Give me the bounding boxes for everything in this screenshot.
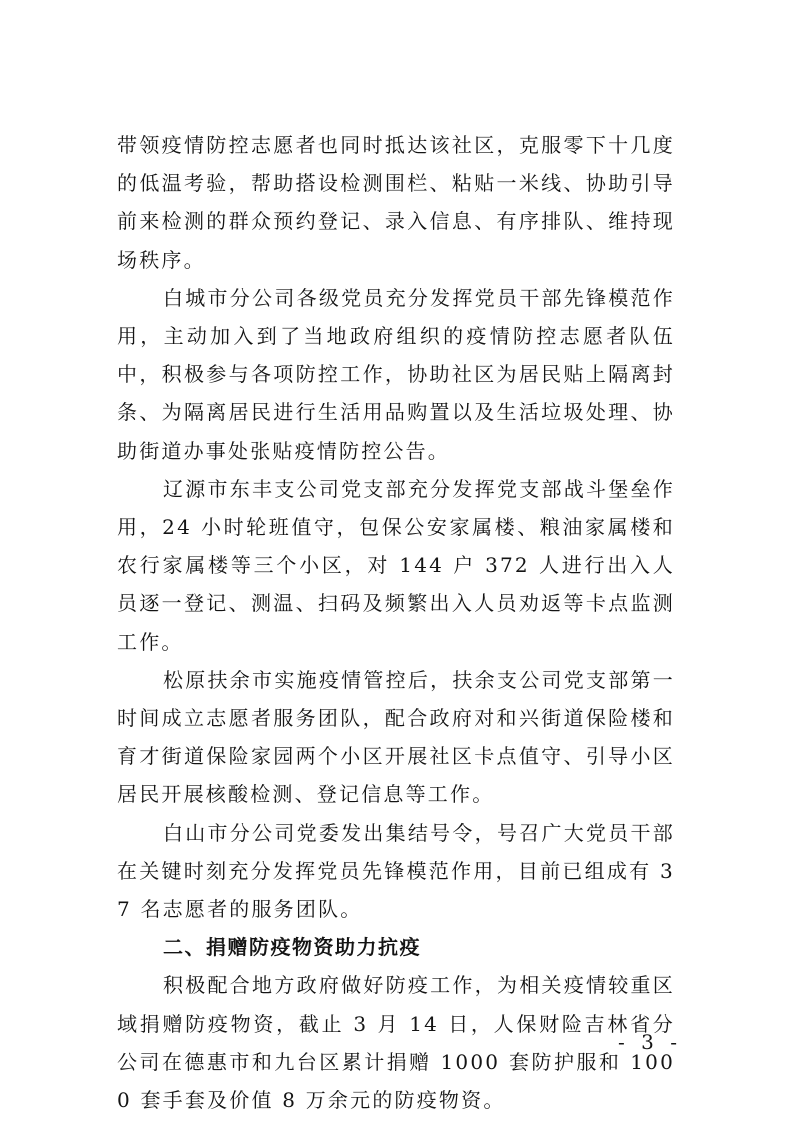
paragraph-continuation: 带领疫情防控志愿者也同时抵达该社区，克服零下十几度的低温考验，帮助搭设检测围栏、粘贴一米线、协助引导前来检测的群众预约登记、录入信息、有序排队、维持现场秩序。 [117, 133, 675, 272]
page-number: - 3 - [618, 1030, 682, 1054]
document-body [117, 126, 675, 1119]
paragraph-donation: 积极配合地方政府做好防疫工作，为相关疫情较重区域捐赠防疫物资，截止 3 月 14 日，人保财险吉林省分公司在德惠市和九台区累计捐赠 1000 套防护服和 1000 套手套及价值 8 万余元的防疫物资。 [117, 973, 675, 1113]
paragraph-baishan: 白山市分公司党委发出集结号令，号召广大党员干部在关键时刻充分发挥党员先锋模范作用，目前已组成有 37 名志愿者的服务团队。 [117, 820, 675, 922]
paragraph-songyuan: 松原扶余市实施疫情管控后，扶余支公司党支部第一时间成立志愿者服务团队，配合政府对和兴街道保险楼和育才街道保险家园两个小区开展社区卡点值守、引导小区居民开展核酸检测、登记信息等工作。 [117, 667, 675, 807]
section-heading: 二、捐赠防疫物资助力抗疫 [163, 935, 421, 960]
paragraph-liaoyuan: 辽源市东丰支公司党支部充分发挥党支部战斗堡垒作用，24 小时轮班值守，包保公安家属楼、粮油家属楼和农行家属楼等三个小区，对 144 户 372 人进行出入人员逐一登记、测温、扫码及频繁出入人员劝返等卡点监测工作。 [117, 476, 675, 654]
paragraph-baicheng: 白城市分公司各级党员充分发挥党员干部先锋模范作用，主动加入到了当地政府组织的疫情防控志愿者队伍中，积极参与各项防控工作，协助社区为居民贴上隔离封条、为隔离居民进行生活用品购置以及生活垃圾处理、协助街道办事处张贴疫情防控公告。 [117, 285, 675, 463]
